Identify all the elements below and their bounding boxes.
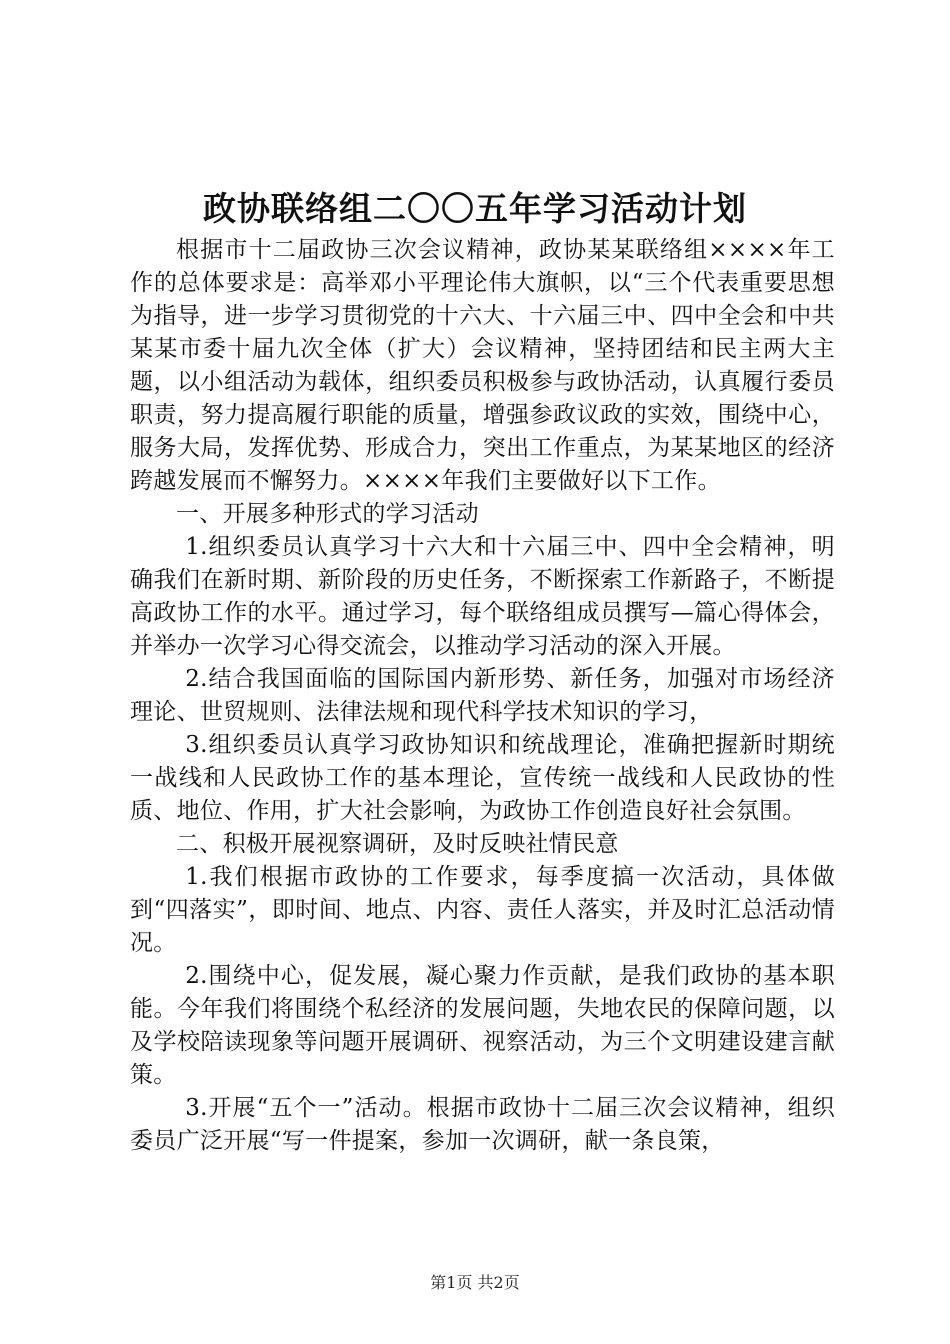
page-footer: 第1页 共2页 xyxy=(430,1273,520,1292)
section-2-item-3: 3.开展“五个一”活动。根据市政协十二届三次会议精神，组织委员广泛开展“写一件提案，参加一次调研，献一条良策， xyxy=(130,1095,835,1154)
document-title: 政协联络组二〇〇五年学习活动计划 xyxy=(203,189,747,228)
section-2-item-1: 1.我们根据市政协的工作要求，每季度搞一次活动，具体做到“四落实”，即时间、地点、内容、责任人落实，并及时汇总活动情况。 xyxy=(130,864,835,956)
section-1-item-1: 1.组织委员认真学习十六大和十六届三中、四中全会精神，明确我们在新时期、新阶段的历史任务，不断探索工作新路子，不断提高政协工作的水平。通过学习，每个联络组成员撰写—篇心得体会，并举办一次学习心得交流会，以推动学习活动的深入开展。 xyxy=(130,534,835,659)
section-2-item-2: 2.围绕中心，促发展，凝心聚力作贡献，是我们政协的基本职能。今年我们将围绕个私经济的发展问题，失地农民的保障问题，以及学校陪读现象等问题开展调研、视察活动，为三个文明建设建言献策。 xyxy=(130,963,835,1088)
document-body xyxy=(130,234,835,1158)
section-1-item-3: 3.组织委员认真学习政协知识和统战理论，准确把握新时期统一战线和人民政协工作的基本理论，宣传统一战线和人民政协的性质、地位、作用，扩大社会影响，为政协工作创造良好社会氛围。 xyxy=(130,732,835,824)
intro-paragraph: 根据市十二届政协三次会议精神，政协某某联络组××××年工作的总体要求是：高举邓小平理论伟大旗帜，以“三个代表重要思想为指导，进一步学习贯彻党的十六大、十六届三中、四中全会和中共某某市委十届九次全体（扩大）会议精神，坚持团结和民主两大主题，以小组活动为载体，组织委员积极参与政协活动，认真履行委员职责，努力提高履行职能的质量，增强参政议政的实效，围绕中心，服务大局，发挥优势、形成合力，突出工作重点，为某某地区的经济跨越发展而不懈努力。××××年我们主要做好以下工作。 xyxy=(130,237,835,494)
section-heading-1: 一、开展多种形式的学习活动 xyxy=(176,501,479,527)
section-1-item-2: 2.结合我国面临的国际国内新形势、新任务，加强对市场经济理论、世贸规则、法律法规和现代科学技术知识的学习， xyxy=(130,666,835,725)
section-heading-2: 二、积极开展视察调研，及时反映社情民意 xyxy=(176,831,619,857)
